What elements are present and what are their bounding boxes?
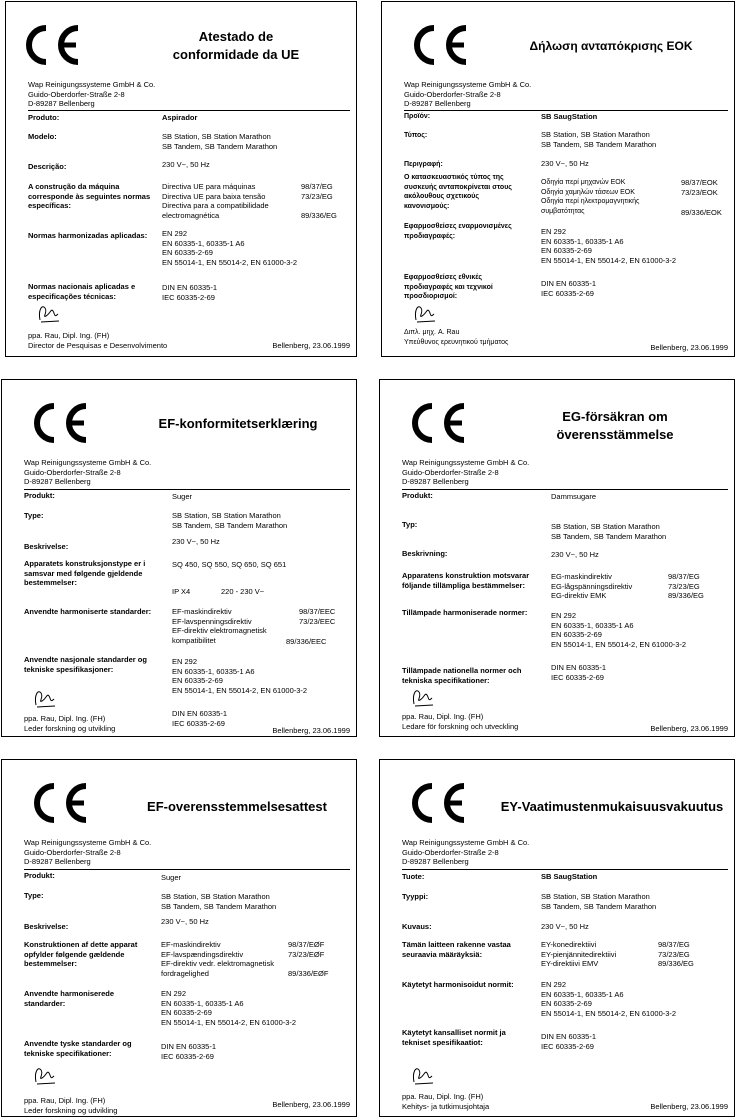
model-value: SB Station, SB Station Marathon SB Tandem, SB Tandem Marathon: [172, 511, 288, 530]
declaration-card-pt: [5, 1, 357, 357]
national-label: Tillämpade nationella normer och tekniska specifikationer:: [402, 666, 522, 685]
national-label: Anvendte tyske standarder og tekniske specifikationer:: [24, 1039, 132, 1058]
card-title: EF-overensstemmelsesattest: [147, 799, 327, 814]
signatory: Διπλ. μηχ. A. Rau Υπεύθυνος ερευνητικού τμήματος: [404, 329, 509, 346]
ce-mark-icon: [408, 24, 472, 66]
directive-code: 89/336/EØF: [288, 968, 329, 978]
description-value: 230 V~, 50 Hz: [541, 922, 589, 931]
national-list: DIN EN 60335-1 IEC 60335-2-69: [541, 1032, 597, 1051]
national-list: DIN EN 60335-1 IEC 60335-2-69: [172, 709, 228, 728]
directive-list: EG-maskindirektiv EG-lågspänningsdirektiv EG-direktiv EMK: [551, 572, 633, 600]
harmonized-list: EN 292 EN 60335-1, 60335-1 A6 EN 60335-2-69 EN 55014-1, EN 55014-2, EN 61000-3-2: [551, 611, 687, 649]
directive-code: 73/23/EG: [668, 581, 700, 591]
description-value: 230 V~, 50 Hz: [172, 537, 220, 546]
product-value: SB SaugStation: [541, 112, 598, 121]
directive-code: 89/336/EOK: [681, 208, 722, 217]
harmonized-list: EN 292 EN 60335-1, 60335-1 A6 EN 60335-2-69 EN 55014-1, EN 55014-2, EN 61000-3-2: [541, 980, 677, 1018]
divider: [404, 110, 728, 111]
directive-code: 73/23/EOK: [681, 187, 718, 197]
construction-label: Tämän laitteen rakenne vastaa seuraavia määräyksiä:: [402, 940, 511, 959]
signature-icon: [32, 687, 58, 709]
construction-label: Konstruktionen af dette apparat opfylder følgende gældende bestemmelser:: [24, 940, 138, 968]
signature-icon: [412, 302, 438, 324]
divider: [24, 489, 350, 490]
voltage-value: 220 - 230 V~: [221, 587, 265, 596]
directive-code: 89/336/EEC: [286, 637, 327, 646]
description-label: Kuvaus:: [402, 922, 432, 931]
product-value: SB SaugStation: [541, 872, 598, 881]
harmonized-label: Anvendte harmoniserede standarder:: [24, 989, 115, 1008]
national-list: DIN EN 60335-1 IEC 60335-2-69: [551, 663, 607, 682]
company-address: Wap Reinigungssysteme GmbH & Co. Guido-Oberdorfer-Straße 2-8 D-89287 Bellenberg: [402, 838, 530, 866]
signatory: ppa. Rau, Dipl. Ing. (FH) Leder forskning og udvikling: [24, 1096, 118, 1115]
construction-label: Apparatets konstruksjonstype er i samsvar med følgende gjeldende bestemmelser:: [24, 559, 146, 587]
card-title: Atestado de conformidade da UE: [172, 29, 300, 62]
model-label: Type:: [24, 511, 44, 520]
date-place: Bellenberg, 23.06.1999: [272, 341, 350, 350]
signatory: ppa. Rau, Dipl. Ing. (FH) Director de Pesquisas e Desenvolvimento: [28, 331, 168, 350]
directive-code: 98/37/EØF: [288, 940, 325, 949]
directive-list: Directiva UE para máquinas Directiva UE para baixa tensão Directiva para a compatibilidade electromagnética: [162, 182, 269, 220]
card-title: EF-konformitetserklæring: [158, 416, 318, 431]
declaration-card-fi: [379, 759, 735, 1117]
ce-mark-icon: [28, 402, 92, 444]
description-label: Descrição:: [28, 162, 67, 171]
company-address: Wap Reinigungssysteme GmbH & Co. Guido-Oberdorfer-Straße 2-8 D-89287 Bellenberg: [24, 458, 152, 486]
product-value: Suger: [172, 492, 193, 501]
directive-code: 89/336/EG: [301, 210, 337, 220]
declaration-card-da: [1, 759, 357, 1117]
product-label: Tuote:: [402, 872, 425, 881]
model-value: SB Station, SB Station Marathon SB Tandem, SB Tandem Marathon: [541, 892, 657, 911]
model-label: Τύπος:: [404, 132, 428, 139]
harmonized-list: EN 292 EN 60335-1, 60335-1 A6 EN 60335-2-69 EN 55014-1, EN 55014-2, EN 61000-3-2: [172, 657, 308, 695]
ip-rating: IP X4: [172, 587, 191, 596]
directive-code: 98/37/EEC: [299, 607, 336, 616]
date-place: Bellenberg, 23.06.1999: [272, 1100, 350, 1109]
company-address: Wap Reinigungssysteme GmbH & Co. Guido-Oberdorfer-Straße 2-8 D-89287 Bellenberg: [402, 458, 530, 486]
directive-list: EY-konedirektiivi EY-pienjännitedirektiivi EY-direktiivi EMV: [541, 940, 617, 968]
description-value: 230 V~, 50 Hz: [541, 159, 589, 168]
company-address: Wap Reinigungssysteme GmbH & Co. Guido-Oberdorfer-Straße 2-8 D-89287 Bellenberg: [24, 838, 152, 866]
declaration-card-sv: [379, 379, 735, 737]
company-address: Wap Reinigungssysteme GmbH & Co. Guido-Oberdorfer-Straße 2-8 D-89287 Bellenberg: [28, 80, 156, 108]
national-label: Käytetyt kansalliset normit ja tekniset spesifikaatiot:: [402, 1028, 506, 1047]
harmonized-list: EN 292 EN 60335-1, 60335-1 A6 EN 60335-2-69 EN 55014-1, EN 55014-2, EN 61000-3-2: [161, 989, 297, 1027]
harmonized-label: Εφαρμοσθείσες εναρμονισμένες προδιαγραφές:: [404, 223, 512, 240]
card-title: EY-Vaatimustenmukaisuusvakuutus: [500, 799, 724, 814]
model-value: SB Station, SB Station Marathon SB Tandem, SB Tandem Marathon: [162, 132, 278, 151]
harmonized-label: Anvendte harmoniserte standarder:: [24, 607, 152, 616]
model-label: Typ:: [402, 520, 418, 529]
product-value: Aspirador: [162, 113, 198, 122]
product-label: Produkt:: [402, 491, 433, 500]
directive-code: 98/37/EG: [301, 182, 333, 191]
directive-code: 73/23/EG: [301, 191, 333, 201]
model-value: SB Station, SB Station Marathon SB Tandem, SB Tandem Marathon: [541, 130, 657, 149]
product-label: Produkt:: [24, 491, 55, 500]
description-label: Beskrivning:: [402, 549, 448, 558]
date-place: Bellenberg, 23.06.1999: [650, 343, 728, 352]
directive-code: 73/23/EG: [658, 949, 690, 959]
national-label: Anvendte nasjonale standarder og tekniske spesifikasjoner:: [24, 655, 147, 674]
construction-label: A construção da máquina corresponde às seguintes normas específicas:: [28, 182, 151, 210]
construction-label: Apparatens konstruktion motsvarar följande tillämpliga bestämmelser:: [402, 571, 530, 590]
model-value: SB Station, SB Station Marathon SB Tandem, SB Tandem Marathon: [161, 892, 277, 911]
directive-code: 73/23/EEC: [299, 616, 336, 626]
model-label: Type:: [24, 891, 44, 900]
signature-icon: [410, 686, 436, 708]
product-value: Dammsugare: [551, 492, 597, 501]
divider: [402, 489, 728, 490]
harmonized-label: Tillämpade harmoniserade normer:: [402, 608, 528, 617]
ce-mark-icon: [20, 24, 84, 66]
national-label: Εφαρμοσθείσες εθνικές προδιαγραφές και τεχνικοί προσδιορισμοί:: [404, 274, 493, 300]
date-place: Bellenberg, 23.06.1999: [650, 724, 728, 733]
directive-code: 89/336/EG: [658, 959, 694, 968]
directive-code: 89/336/EG: [668, 591, 704, 600]
national-list: DIN EN 60335-1 IEC 60335-2-69: [541, 279, 597, 298]
product-label: Produkt:: [24, 871, 55, 880]
directive-code: 73/23/EØF: [288, 949, 325, 959]
ce-mark-icon: [28, 782, 92, 824]
product-label: Προϊόν:: [404, 113, 431, 120]
directive-list: EF-maskindirektiv EF-lavspændingsdirektiv EF-direktiv vedr. elektromagnetisk fordragelighed: [161, 940, 274, 978]
model-label: Modelo:: [28, 132, 57, 141]
product-label: Produto:: [28, 113, 60, 122]
harmonized-label: Normas harmonizadas aplicadas:: [28, 231, 148, 240]
directive-code: 98/37/EOK: [681, 178, 718, 187]
national-label: Normas nacionais aplicadas e especificações técnicas:: [28, 282, 136, 301]
harmonized-list: EN 292 EN 60335-1, 60335-1 A6 EN 60335-2-69 EN 55014-1, EN 55014-2, EN 61000-3-2: [162, 229, 298, 267]
directive-list: Οδηγία περί μηχανών ΕΟΚ Οδηγία χαμηλών τάσεων ΕΟΚ Οδηγία περί ηλεκτρομαγνητικής συμβατότητας: [541, 179, 640, 215]
construction-label: Ο κατασκευαστικός τύπος της συσκευής ανταποκρίνεται στους ακόλουθους σχετικούς κανονισμούς:: [404, 174, 512, 210]
construction-value: SQ 450, SQ 550, SQ 650, SQ 651: [172, 560, 287, 569]
national-list: DIN EN 60335-1 IEC 60335-2-69: [161, 1042, 217, 1061]
description-label: Περιγραφή:: [404, 161, 443, 168]
signatory: ppa. Rau, Dipl. Ing. (FH) Ledare för forskning och utveckling: [402, 712, 519, 731]
date-place: Bellenberg, 23.06.1999: [272, 726, 350, 735]
description-value: 230 V~, 50 Hz: [161, 917, 209, 926]
harmonized-list: EN 292 EN 60335-1, 60335-1 A6 EN 60335-2-69 EN 55014-1, EN 55014-2, EN 61000-3-2: [541, 227, 677, 265]
product-value: Suger: [161, 873, 182, 882]
signature-icon: [36, 302, 62, 324]
card-title: EG-försäkran om överensstämmelse: [556, 409, 674, 442]
declaration-card-el: [381, 1, 735, 357]
ce-mark-icon: [406, 782, 470, 824]
model-label: Tyyppi:: [402, 892, 429, 901]
signatory: ppa. Rau, Dipl. Ing. (FH) Kehitys- ja tutkimusjohtaja: [402, 1092, 490, 1111]
divider: [402, 869, 728, 870]
description-value: 230 V~, 50 Hz: [551, 550, 599, 559]
declaration-card-no: [1, 379, 357, 737]
directive-list: EF-maskindirektiv EF-lavspenningsdirektiv EF-direktiv elektromagnetisk kompatibilitet: [172, 607, 267, 645]
company-address: Wap Reinigungssysteme GmbH & Co. Guido-Oberdorfer-Straße 2-8 D-89287 Bellenberg: [404, 80, 532, 108]
divider: [28, 110, 350, 111]
description-label: Beskrivelse:: [24, 542, 69, 551]
national-list: DIN EN 60335-1 IEC 60335-2-69: [162, 283, 218, 302]
divider: [24, 869, 350, 870]
description-value: 230 V~, 50 Hz: [162, 160, 210, 169]
signature-icon: [32, 1064, 58, 1086]
card-title: Δήλωση ανταπόκρισης ΕΟΚ: [529, 39, 693, 53]
signatory: ppa. Rau, Dipl. Ing. (FH) Leder forskning og utvikling: [24, 714, 116, 733]
directive-code: 98/37/EG: [668, 572, 700, 581]
description-label: Beskrivelse:: [24, 922, 69, 931]
directive-code: 98/37/EG: [658, 940, 690, 949]
harmonized-label: Käytetyt harmonisoidut normit:: [402, 980, 514, 989]
signature-icon: [410, 1064, 436, 1086]
model-value: SB Station, SB Station Marathon SB Tandem, SB Tandem Marathon: [551, 522, 667, 541]
date-place: Bellenberg, 23.06.1999: [650, 1102, 728, 1111]
ce-mark-icon: [406, 402, 470, 444]
